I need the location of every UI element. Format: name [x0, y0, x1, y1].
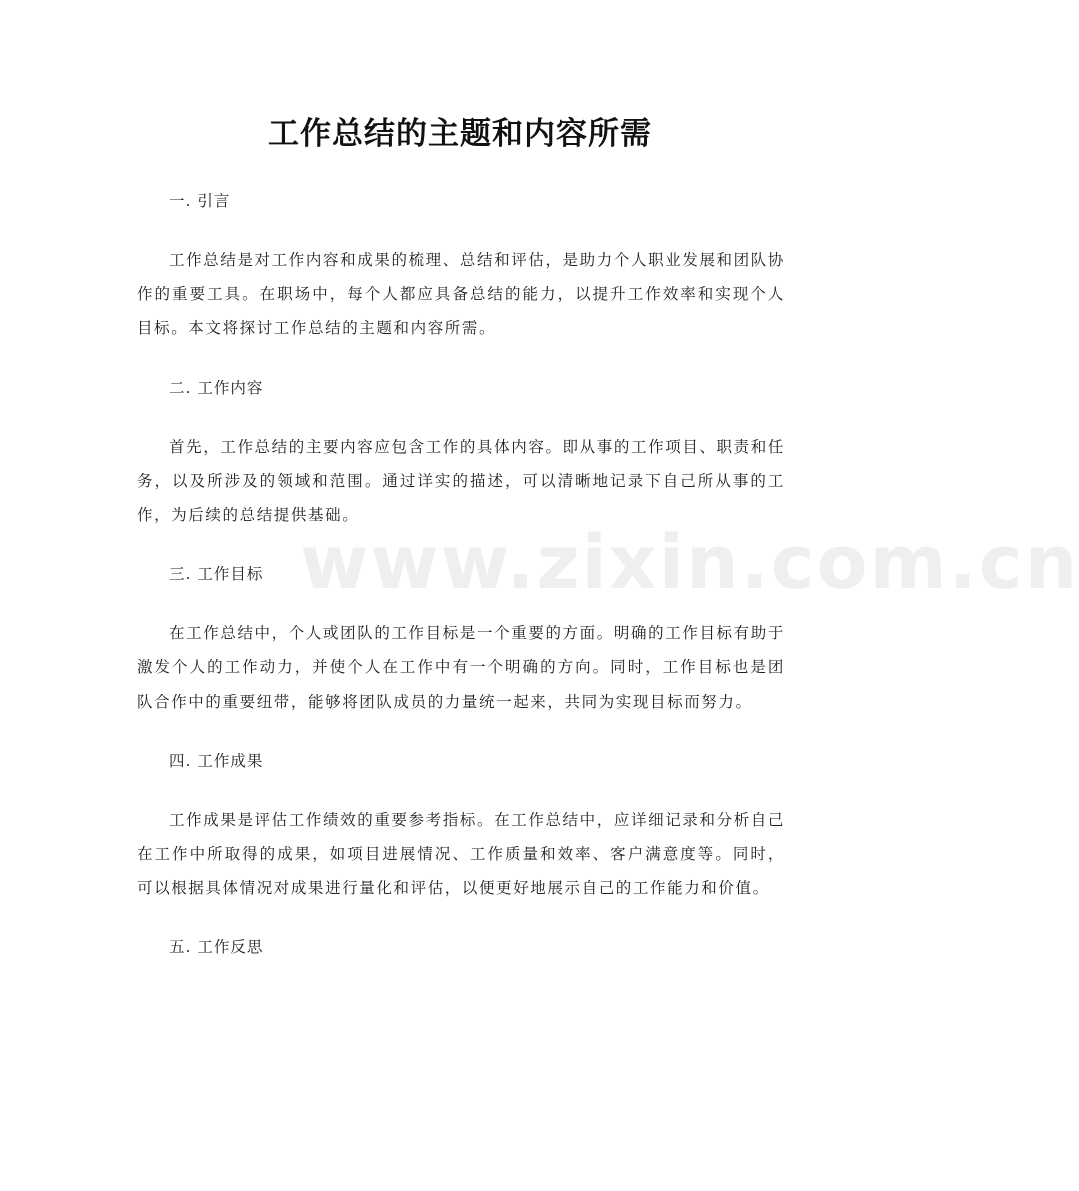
section-work-content [137, 373, 785, 533]
section-paragraph: 首先，工作总结的主要内容应包含工作的具体内容。即从事的工作项目、职责和任务，以及所涉及的领域和范围。通过详实的描述，可以清晰地记录下自己所从事的工作，为后续的总结提供基础。 [137, 437, 785, 525]
page-title: 工作总结的主题和内容所需 [268, 116, 652, 152]
document-body [137, 186, 1079, 989]
section-heading: 一. 引言 [169, 192, 231, 210]
section-paragraph: 工作总结是对工作内容和成果的梳理、总结和评估，是助力个人职业发展和团队协作的重要工具。在职场中，每个人都应具备总结的能力，以提升工作效率和实现个人目标。本文将探讨工作总结的主题和内容所需。 [137, 251, 785, 338]
section-work-reflection [137, 932, 785, 962]
section-introduction [137, 186, 785, 346]
section-work-goals [137, 559, 785, 719]
section-heading: 三. 工作目标 [169, 565, 264, 584]
section-heading: 二. 工作内容 [169, 378, 264, 397]
section-paragraph: 工作成果是评估工作绩效的重要参考指标。在工作总结中，应详细记录和分析自己在工作中所取得的成果，如项目进展情况、工作质量和效率、客户满意度等。同时，可以根据具体情况对成果进行量化和评估，以便更好地展示自己的工作能力和价值。 [137, 810, 785, 898]
section-paragraph: 在工作总结中，个人或团队的工作目标是一个重要的方面。明确的工作目标有助于激发个人的工作动力，并使个人在工作中有一个明确的方向。同时，工作目标也是团队合作中的重要纽带，能够将团队成员的力量统一起来，共同为实现目标而努力。 [137, 624, 785, 711]
section-work-results [137, 746, 785, 906]
watermark: www.zixin.com.cn [300, 520, 1079, 606]
section-heading: 五. 工作反思 [169, 938, 264, 957]
section-heading: 四. 工作成果 [169, 751, 264, 770]
